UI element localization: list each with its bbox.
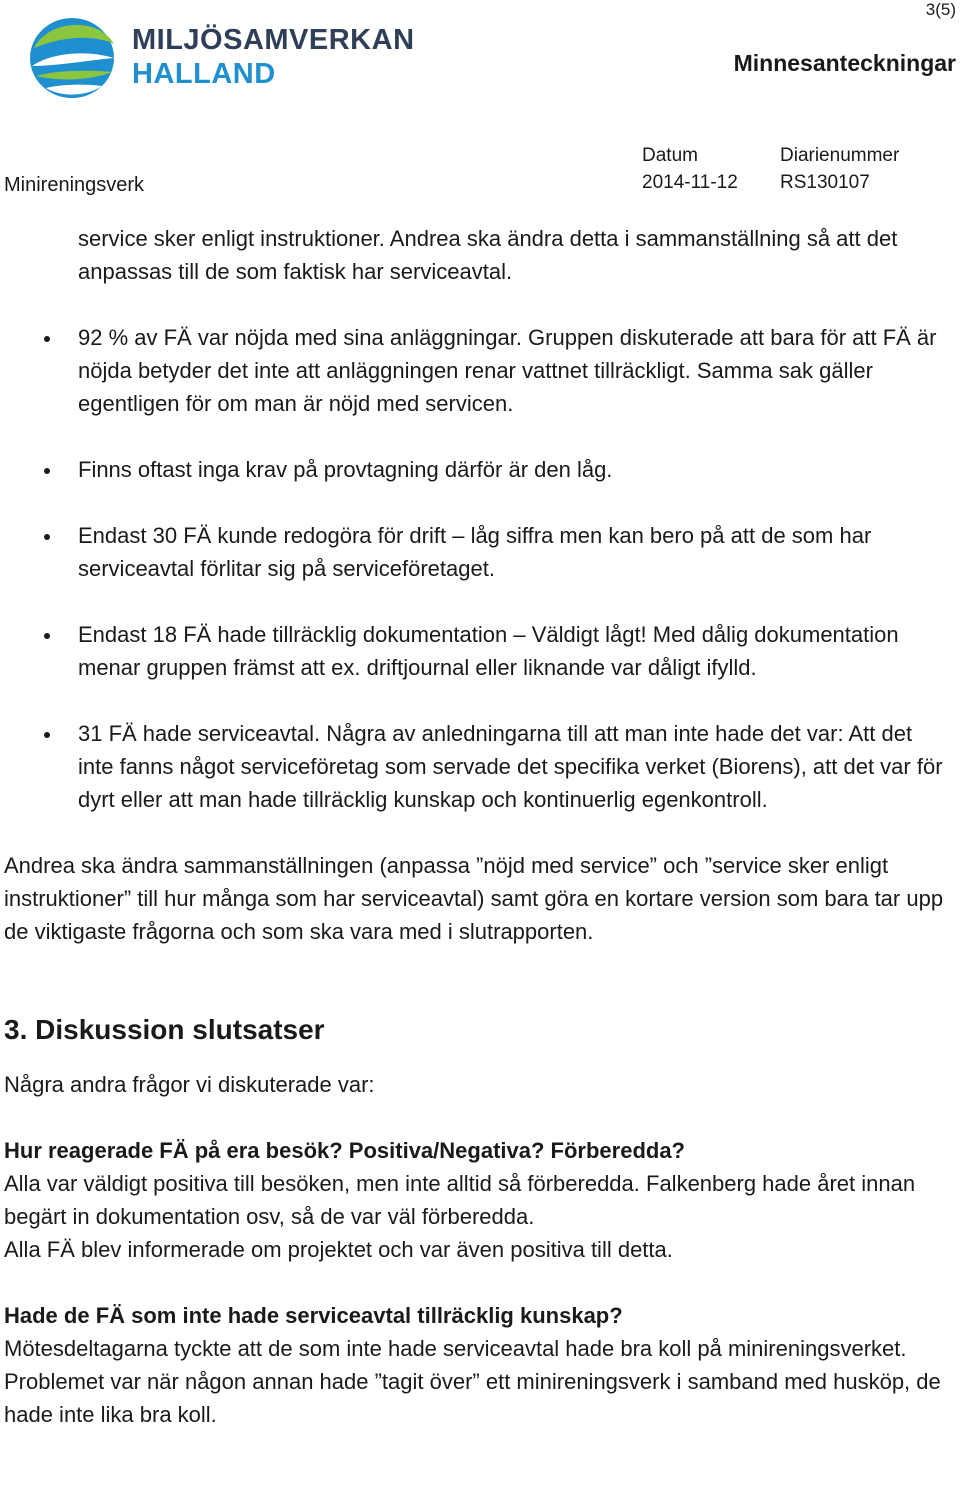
question-heading-2: Hade de FÄ som inte hade serviceavtal tillräcklig kunskap? <box>4 1303 623 1328</box>
answer-paragraph-2: Alla FÄ blev informerade om projektet och var även positiva till detta. <box>4 1237 673 1262</box>
bullet-icon <box>44 732 50 738</box>
bullet-icon <box>44 336 50 342</box>
list-item-text: Endast 30 FÄ kunde redogöra för drift – låg siffra men kan bero på att de som har serviceavtal förlitar sig på serviceföretaget. <box>78 523 872 581</box>
document-body <box>4 222 944 1431</box>
reg-number-label: Diarienummer <box>780 145 900 166</box>
continuation-text: service sker enligt instruktioner. Andrea ska ändra detta i sammanställning så att det anpassas till de som faktisk har serviceavtal. <box>78 226 898 284</box>
list-item-text: Finns oftast inga krav på provtagning därför är den låg. <box>78 457 613 482</box>
logo-emblem-icon <box>28 14 118 102</box>
bullet-icon <box>44 633 50 639</box>
reg-number-value: RS130107 <box>780 172 870 193</box>
answer-paragraph-3: Mötesdeltagarna tyckte att de som inte hade serviceavtal hade bra koll på minireningsverket. Problemet var när någon annan hade ”tagit över” ett minireningsverk i samband med husköp, de hade inte lika bra koll. <box>4 1336 941 1427</box>
list-item-text: 92 % av FÄ var nöjda med sina anläggningar. Gruppen diskuterade att bara för att FÄ är nöjda betyder det inte att anläggningen renar vattnet tillräckligt. Samma sak gäller egentligen för om man är nöjd med servicen. <box>78 325 937 416</box>
intro-paragraph: Några andra frågor vi diskuterade var: <box>4 1072 375 1097</box>
date-label: Datum <box>642 145 698 166</box>
list-item <box>4 618 944 684</box>
list-item <box>4 453 944 486</box>
list-item-text: 31 FÄ hade serviceavtal. Några av anledningarna till att man inte hade det var: Att det inte fanns något serviceföretag som servade det specifika verket (Biorens), att det var för dyrt eller att man hade tillräcklig kunskap och kontinuerlig egenkontroll. <box>78 721 943 812</box>
logo-text-line2: HALLAND <box>132 58 276 90</box>
list-item <box>4 717 944 816</box>
bullet-icon <box>44 468 50 474</box>
document-subject: Minireningsverk <box>4 174 145 196</box>
logo <box>28 14 415 104</box>
question-heading-1: Hur reagerade FÄ på era besök? Positiva/Negativa? Förberedda? <box>4 1138 685 1163</box>
logo-text-line1: MILJÖSAMVERKAN <box>132 24 415 56</box>
section-heading: 3. Diskussion slutsatser <box>4 1014 325 1045</box>
findings-list <box>4 321 944 816</box>
document-type: Minnesanteckningar <box>733 50 956 76</box>
bullet-icon <box>44 534 50 540</box>
answer-paragraph-1: Alla var väldigt positiva till besöken, men inte alltid så förberedda. Falkenberg hade året innan begärt in dokumentation osv, så de var väl förberedda. <box>4 1171 916 1229</box>
date-value: 2014-11-12 <box>642 172 738 193</box>
page-number: 3(5) <box>925 0 956 19</box>
list-item <box>4 321 944 420</box>
list-item <box>4 519 944 585</box>
summary-paragraph: Andrea ska ändra sammanställningen (anpassa ”nöjd med service” och ”service sker enligt instruktioner” till hur många som har serviceavtal) samt göra en kortare version som bara tar upp de viktigaste frågorna och som ska vara med i slutrapporten. <box>4 853 944 944</box>
list-item-text: Endast 18 FÄ hade tillräcklig dokumentation – Väldigt lågt! Med dålig dokumentation menar gruppen främst att ex. driftjournal eller liknande var dåligt ifylld. <box>78 622 899 680</box>
